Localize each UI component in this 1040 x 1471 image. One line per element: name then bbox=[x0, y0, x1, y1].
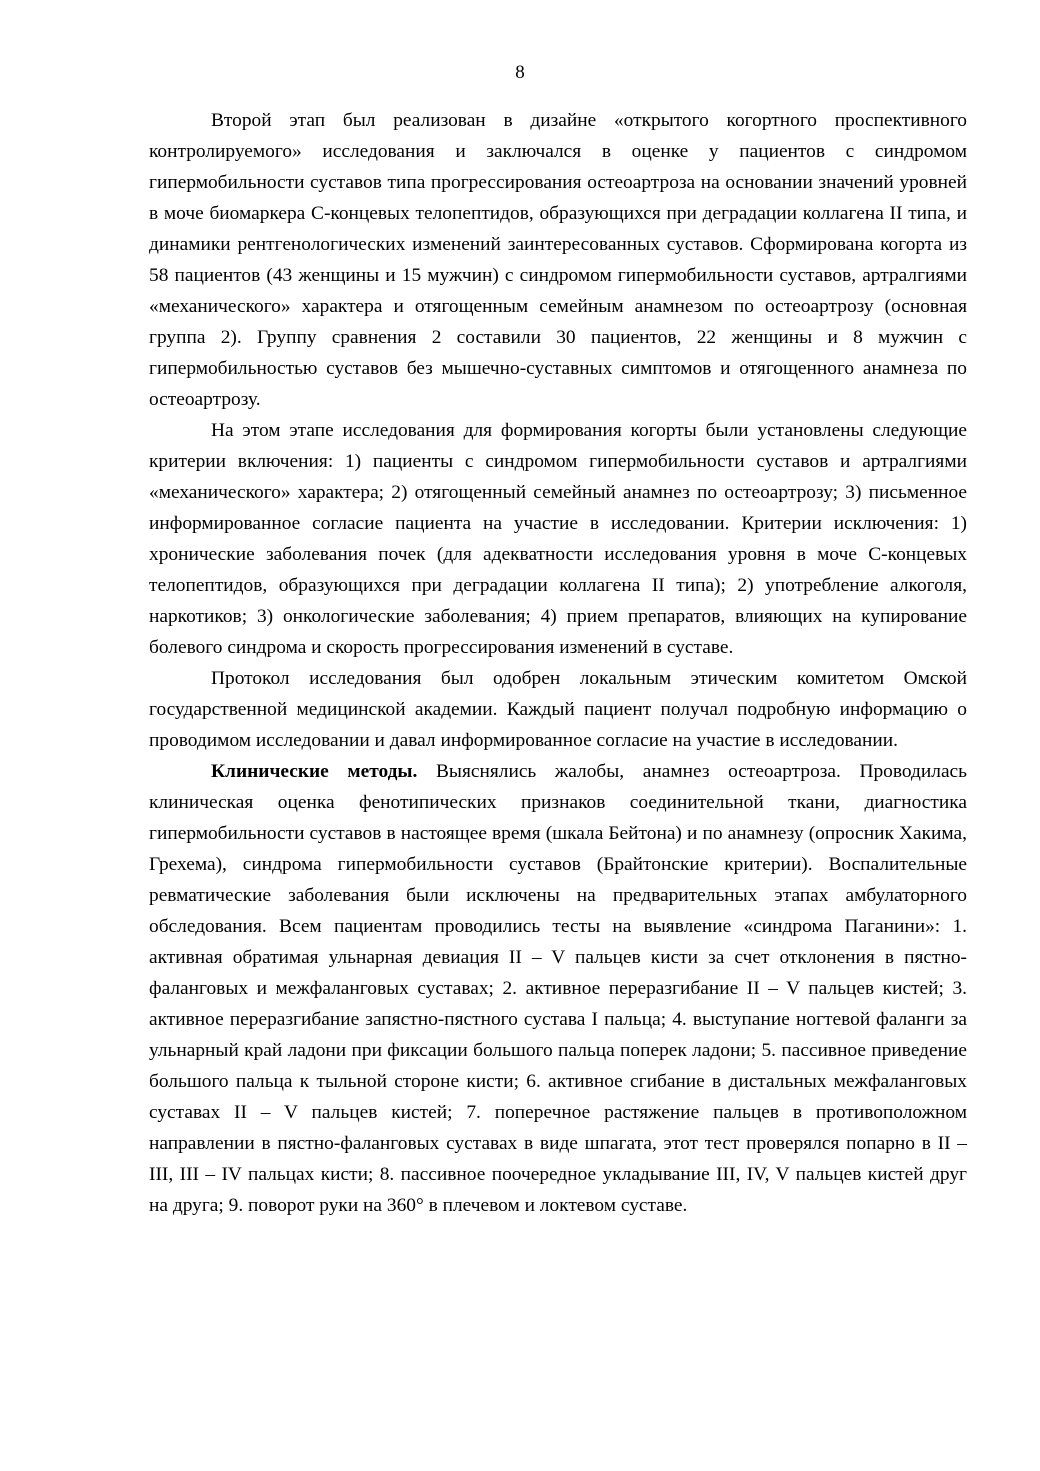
paragraph-text: Протокол исследования был одобрен локальным этическим комитетом Омской государственной медицинской академии. Каждый пациент получал подробную информацию о проводимом исследовании и давал информированное согласие на участие в исследовании. bbox=[149, 668, 967, 751]
paragraph-inclusion-criteria bbox=[149, 415, 967, 663]
paragraph-text: Второй этап был реализован в дизайне «открытого когортного проспективного контролируемого» исследования и заключался в оценке у пациентов с синдромом гипермобильности суставов типа прогрессирования остеоартроза на основании значений уровней в моче биомаркера С-концевых телопептидов, образующихся при деградации коллагена II типа, и динамики рентгенологических изменений заинтересованных суставов. Сформирована когорта из 58 пациентов (43 женщины и 15 мужчин) с синдромом гипермобильности суставов, артралгиями «механического» характера и отягощенным семейным анамнезом по остеоартрозу (основная группа 2). Группу сравнения 2 составили 30 пациентов, 22 женщины и 8 мужчин с гипермобильностью суставов без мышечно-суставных симптомов и отягощенного анамнеза по остеоартрозу. bbox=[149, 110, 967, 410]
paragraph-ethics-protocol bbox=[149, 663, 967, 756]
page-number: 8 bbox=[515, 62, 525, 83]
paragraph-text: Выяснялись жалобы, анамнез остеоартроза. Проводилась клиническая оценка фенотипических признаков соединительной ткани, диагностика гипермобильности суставов в настоящее время (шкала Бейтона) и по анамнезу (опросник Хакима, Грехема), синдрома гипермобильности суставов (Брайтонские критерии). Воспалительные ревматические заболевания были исключены на предварительных этапах амбулаторного обследования. Всем пациентам проводились тесты на выявление «синдрома Паганини»: 1. активная обратимая ульнарная девиация II – V пальцев кисти за счет отклонения в пястно-фаланговых и межфаланговых суставах; 2. активное переразгибание II – V пальцев кистей; 3. активное переразгибание запястно-пястного сустава I пальца; 4. выступание ногтевой фаланги за ульнарный край ладони при фиксации большого пальца поперек ладони; 5. пассивное приведение большого пальца к тыльной стороне кисти; 6. активное сгибание в дистальных межфаланговых суставах II – V пальцев кистей; 7. поперечное растяжение пальцев в противоположном направлении в пястно-фаланговых суставах в виде шпагата, этот тест проверялся попарно в II – III, III – IV пальцах кисти; 8. пассивное поочередное укладывание III, IV, V пальцев кистей друг на друга; 9. поворот руки на 360° в плечевом и локтевом суставе. bbox=[149, 761, 968, 1216]
paragraph-study-stage-two bbox=[149, 105, 967, 415]
paragraph-text: На этом этапе исследования для формирования когорты были установлены следующие критерии включения: 1) пациенты с синдромом гипермобильности суставов и артралгиями «механического» характера; 2) отягощенный семейный анамнез по остеоартрозу; 3) письменное информированное согласие пациента на участие в исследовании. Критерии исключения: 1) хронические заболевания почек (для адекватности исследования уровня в моче С-концевых телопептидов, образующихся при деградации коллагена II типа); 2) употребление алкоголя, наркотиков; 3) онкологические заболевания; 4) прием препаратов, влияющих на купирование болевого синдрома и скорость прогрессирования изменений в суставе. bbox=[149, 420, 967, 658]
body-text bbox=[149, 105, 967, 1221]
paragraph-clinical-methods bbox=[149, 756, 967, 1221]
paragraph-bold-lead: Клинические методы. bbox=[211, 761, 418, 782]
